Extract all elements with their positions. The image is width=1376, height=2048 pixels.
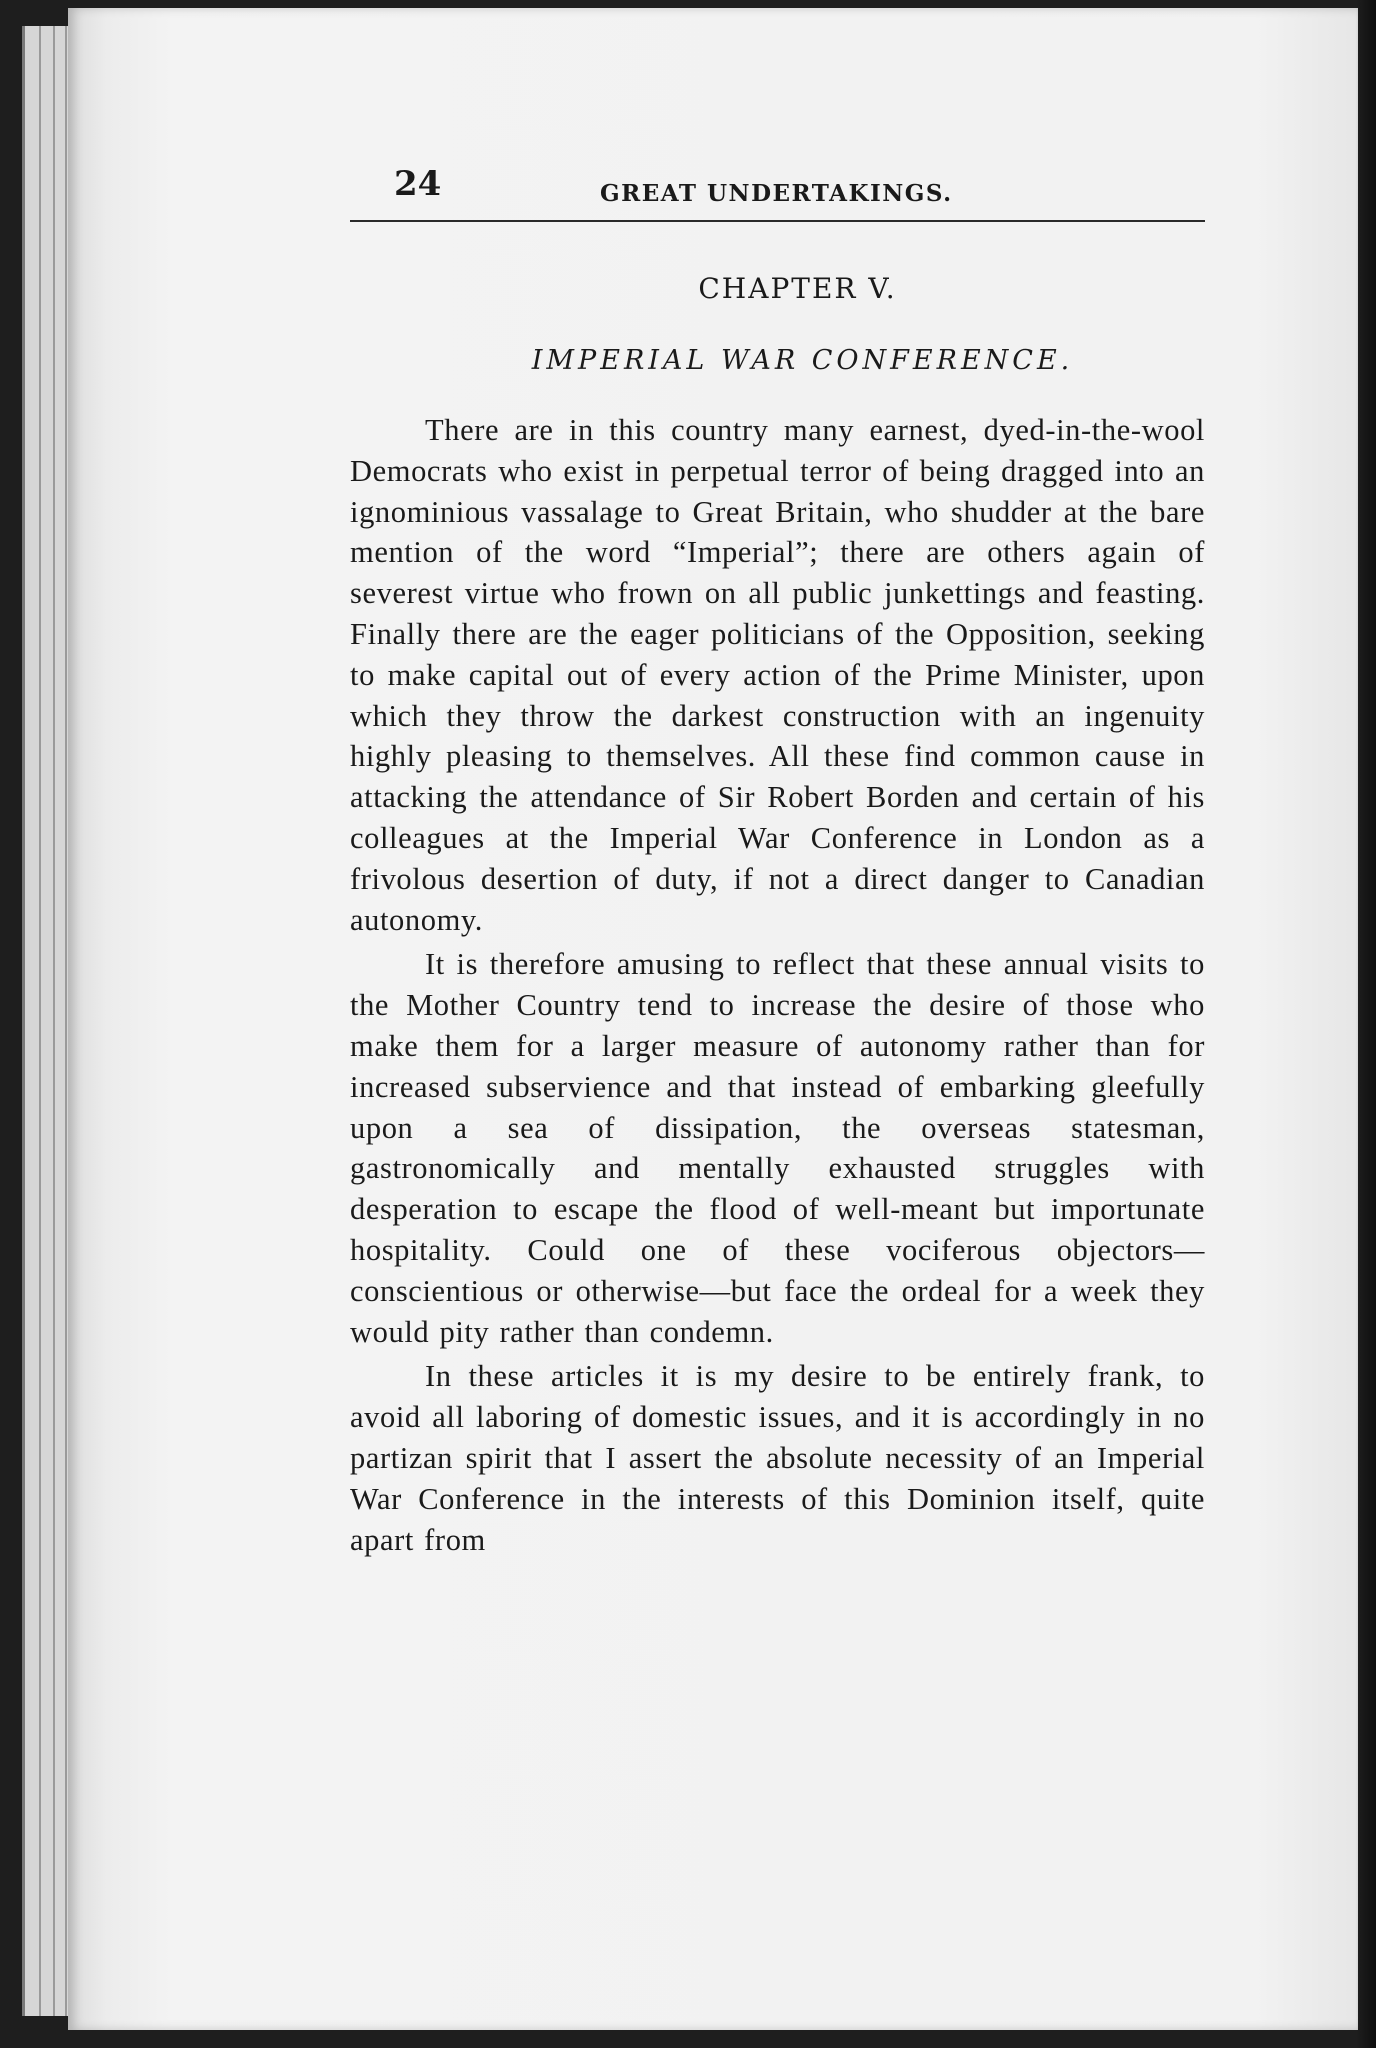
chapter-label: CHAPTER V. bbox=[698, 272, 897, 305]
body-text bbox=[350, 410, 1205, 1560]
page-edge-line bbox=[39, 26, 41, 2016]
running-head bbox=[350, 160, 1205, 222]
running-head-title: GREAT UNDERTAKINGS. bbox=[600, 180, 953, 207]
page-content bbox=[350, 160, 1205, 1564]
paragraph: It is therefore amusing to reflect that these annual visits to the Mother Country tend to increase the desire of those who make them for a larger measure of autonomy rather than for increased subservience and that instead of embarking gleefully upon a sea of dissipation, the overseas statesman, gastronomically and mentally exhausted struggles with desperation to escape the flood of well-meant but importunate hospitality. Could one of these vociferous objectors—conscientious or otherwise—but face the ordeal for a week they would pity rather than condemn. bbox=[350, 947, 1205, 1349]
page-number: 24 bbox=[394, 164, 442, 204]
scan-edge-shadow bbox=[1356, 0, 1376, 2048]
paragraph: There are in this country many earnest, dyed-in-the-wool Democrats who exist in perpetual terror of being dragged into an ignominious vassalage to Great Britain, who shudder at the bare mention of the word “Imperial”; there are others again of severest virtue who frown on all public junkettings and feasting. Finally there are the eager politicians of the Opposition, seeking to make capital out of every action of the Prime Minister, upon which they throw the darkest construction with an ingenuity highly pleasing to themselves. All these find common cause in attacking the attendance of Sir Robert Borden and certain of his colleagues at the Imperial War Conference in London as a frivolous desertion of duty, if not a direct danger to Canadian autonomy. bbox=[350, 413, 1205, 937]
page-edge-line bbox=[65, 26, 67, 2016]
page-edge-line bbox=[53, 26, 55, 2016]
chapter-title: IMPERIAL WAR CONFERENCE. bbox=[531, 345, 1074, 376]
paragraph: In these articles it is my desire to be entirely frank, to avoid all laboring of domestic issues, and it is accordingly in no partizan spirit that I assert the absolute necessity of an Imperial War Conference in the interests of this Dominion itself, quite apart from bbox=[350, 1359, 1205, 1557]
